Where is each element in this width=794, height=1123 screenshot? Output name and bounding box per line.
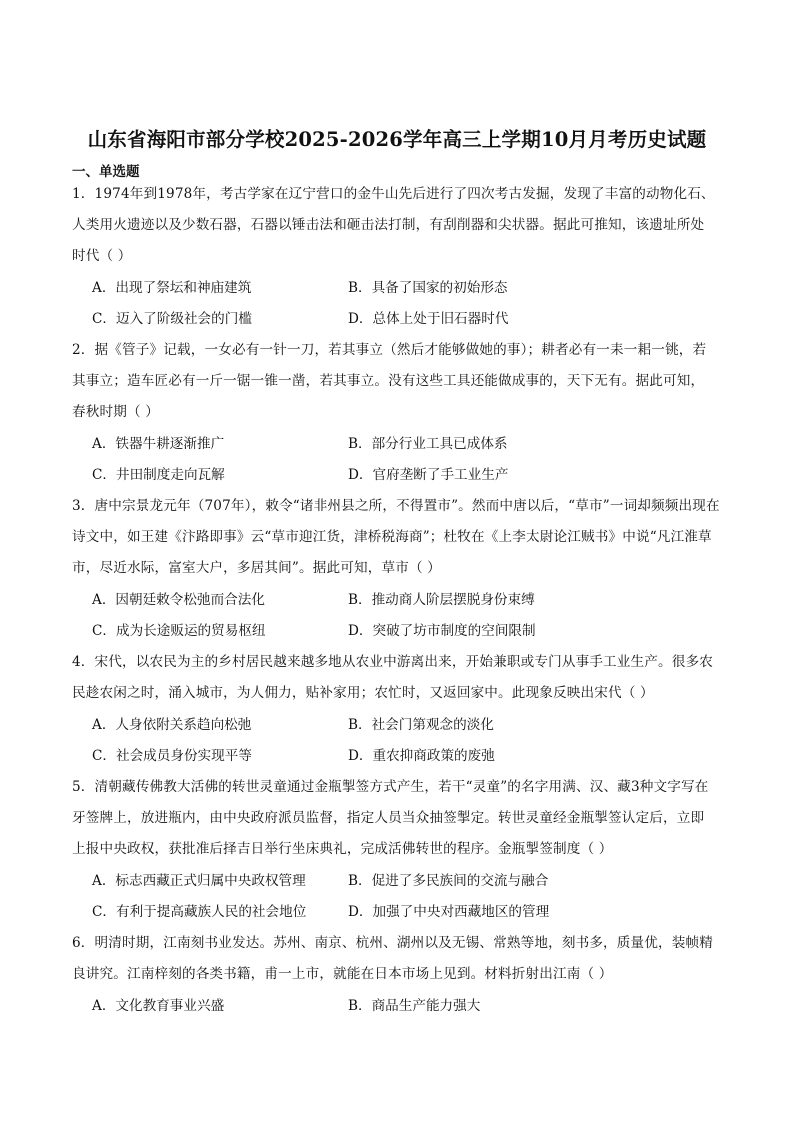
question-1-line-3: 时代（ ） (72, 248, 132, 264)
question-5-line-1: 5．清朝藏传佛教大活佛的转世灵童通过金瓶掣签方式产生，若干“灵童”的名字用满、汉、藏3种文字写在 (72, 779, 709, 795)
question-5-option-d: D．加强了中央对西藏地区的管理 (348, 904, 550, 920)
question-5-line-2: 牙签牌上，放进瓶内，由中央政府派员监督，指定人员当众抽签掣定。转世灵童经金瓶掣签认定后，立即 (72, 810, 705, 826)
question-6-line-1: 6．明清时期，江南刻书业发达。苏州、南京、杭州、湖州以及无锡、常熟等地，刻书多，质量优，装帧精 (72, 935, 714, 951)
question-6-line-2: 良讲究。江南梓刻的各类书籍，甫一上市，就能在日本市场上见到。材料折射出江南（ ） (72, 966, 613, 982)
question-5-option-a: A．标志西藏正式归属中央政权管理 (92, 873, 306, 889)
page-title: 山东省海阳市部分学校2025-2026学年高三上学期10月月考历史试题 (87, 128, 707, 151)
question-4-option-d: D．重农抑商政策的废弛 (348, 748, 495, 764)
question-5-line-3: 上报中央政权，获批准后择吉日举行坐床典礼，完成活佛转世的程序。金瓶掣签制度（ ） (72, 841, 613, 857)
question-4-option-c: C．社会成员身份实现平等 (92, 748, 252, 764)
question-3-option-a: A．因朝廷敕令松弛而合法化 (92, 592, 265, 608)
question-2-line-3: 春秋时期（ ） (72, 404, 159, 420)
question-3-option-c: C．成为长途贩运的贸易枢纽 (92, 623, 266, 639)
question-1-option-a: A．出现了祭坛和神庙建筑 (92, 280, 252, 296)
question-1-option-d: D．总体上处于旧石器时代 (348, 311, 509, 327)
question-4-line-2: 民趁农闲之时，涌入城市，为人佣力，贴补家用；农忙时，又返回家中。此现象反映出宋代（ ） (72, 685, 654, 701)
question-5-option-b: B．促进了多民族间的交流与融合 (348, 873, 549, 889)
question-3-option-b: B．推动商人阶层摆脱身份束缚 (348, 592, 535, 608)
question-2-line-2: 其事立；造车匠必有一斤一锯一锥一凿，若其事立。没有这些工具还能做成事的，天下无有。据此可知， (72, 373, 705, 389)
question-2-option-c: C．井田制度走向瓦解 (92, 467, 225, 483)
question-3-line-3: 市，尽近水际，富室大户，多居其间”。据此可知，草市（ ） (72, 560, 441, 576)
question-5-option-c: C．有利于提高藏族人民的社会地位 (92, 904, 307, 920)
question-2-option-d: D．官府垄断了手工业生产 (348, 467, 509, 483)
question-4-option-a: A．人身依附关系趋向松弛 (92, 717, 252, 733)
question-2-option-b: B．部分行业工具已成体系 (348, 436, 508, 452)
question-3-option-d: D．突破了坊市制度的空间限制 (348, 623, 536, 639)
question-1-line-1: 1．1974年到1978年，考古学家在辽宁营口的金牛山先后进行了四次考古发掘，发现了丰富的动物化石、 (72, 186, 715, 202)
question-3-line-2: 诗文中，如王建《汴路即事》云“草市迎江货，津桥税海商”；杜牧在《上李太尉论江贼书》中说“凡江淮草 (72, 529, 712, 545)
section-heading: 一、单选题 (72, 164, 140, 180)
question-2-option-a: A．铁器牛耕逐渐推广 (92, 436, 225, 452)
question-6-option-b: B．商品生产能力强大 (348, 998, 481, 1014)
question-6-option-a: A．文化教育事业兴盛 (92, 998, 225, 1014)
question-4-line-1: 4．宋代，以农民为主的乡村居民越来越多地从农业中游离出来，开始兼职或专门从事手工业生产。很多农 (72, 654, 714, 670)
question-1-option-c: C．迈入了阶级社会的门槛 (92, 311, 252, 327)
question-1-option-b: B．具备了国家的初始形态 (348, 280, 508, 296)
question-1-line-2: 人类用火遗迹以及少数石器，石器以锤击法和砸击法打制，有刮削器和尖状器。据此可推知，该遗址所处 (72, 217, 705, 233)
question-4-option-b: B．社会门第观念的淡化 (348, 717, 494, 733)
question-2-line-1: 2．据《管子》记载，一女必有一针一刀，若其事立（然后才能够做她的事）；耕者必有一耒一耜一铫，若 (72, 342, 707, 358)
question-3-line-1: 3．唐中宗景龙元年（707年），敕令“诸非州县之所，不得置市”。然而中唐以后，“草市”一词却频频出现在 (72, 498, 720, 514)
